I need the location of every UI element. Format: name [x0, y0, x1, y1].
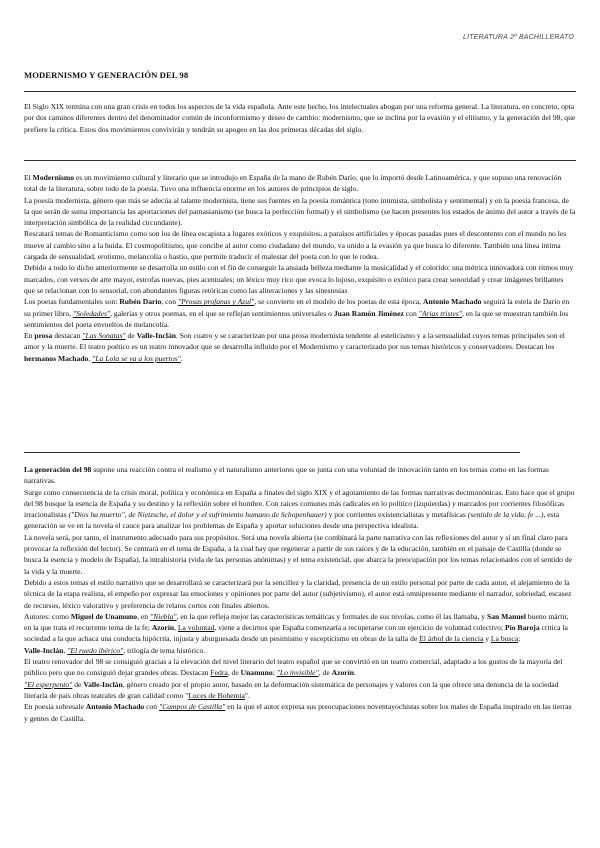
author-name: hermanos Machado: [24, 353, 89, 363]
work-title: "El esperpento": [24, 679, 73, 689]
generacion-paragraph-6: [24, 656, 576, 679]
intro-text: El Siglo XIX termina con una gran crisis en todos los aspectos de la vida española. Ante este hecho, los intelectuales abogan por una reforma general. La literatura, en concreto, opta por dos caminos diferentes dentro del denominador común de inconformismo y deseo de cambio: modernismo, que se inclina por la evasión y el elitismo, y la generación del 98, que prefiere la crítica. Estos dos movimientos convivirán y tendrán su apogeo en las dos primeras décadas del siglo.: [24, 102, 576, 134]
work-title: La voluntad: [177, 623, 215, 633]
generacion-paragraph-1: [24, 464, 576, 487]
text-span: . Son cuatro y se caracterizan por una prosa modernista tendente al esteticismo y a la sensualidad cuyos temas principales son el amor y la muerte. El teatro poético es un teatro innovador que se desarrolla influido por el Modernismo y caracterizado por sus temas históricos y conservadores. Destacan los: [24, 331, 565, 352]
work-title: San Manuel: [486, 611, 527, 621]
generacion-paragraph-4: Debido a estos temas el estilo narrativo que se desarrollará se caracterizará por la sencillez y la claridad, presencia de un estilo personal por parte de cada autor, el alejamiento de la técnica de la etapa realista, el empeño por expresar las emociones y opiniones por parte del autor (subjetivismo), el autor está omnipresente mediante el narrador, sobriedad, escasez de recursos, léxico valorativo y preferencia de relatos cortos con finales abiertos.: [24, 577, 572, 610]
generacion-paragraph-2: [24, 487, 576, 532]
generacion-paragraph-8: [24, 701, 576, 724]
text-span: , en la que se muestran también los sentimientos del poeta envueltos de melancolía.: [24, 308, 569, 329]
text-span: ".: [244, 690, 250, 700]
text-span: Los poetas fundamentales son:: [24, 297, 120, 307]
text-span: , se convierte en el modelo de los poetas de esta época,: [254, 297, 424, 307]
work-title: "Prosas profanas y Azul": [177, 297, 255, 307]
author-name: Antonio Machado: [85, 702, 145, 712]
text-span: Autores: como: [24, 611, 71, 621]
text-span: destacan: [52, 331, 83, 341]
text-span: , trilogía de tema histórico.: [123, 645, 206, 655]
modernismo-term: Modernismo: [32, 173, 74, 182]
modernismo-paragraph-2: La poesía modernista, género que más se adecúa al talante modernista, tiene sus fuentes en la poesía romántica (tono intimista, simbolista y sentimental) y en la poesía francesa, de la que serán de suma importancia las aportaciones del parnasianismo (se busca la perfección formal) y el simbolismo (se hacen presentes los estados de ánimo del autor a través de la interpretación simbólica de la realidad circundante).: [24, 195, 576, 228]
text-span: bueno mártir, en la que trata el recurrente tema de la fe;: [24, 611, 569, 633]
author-name: Rubén Darío: [119, 297, 162, 307]
text-span: .: [180, 353, 183, 363]
text-span: y por corrientes existencialistas y metafísicas: [326, 510, 468, 520]
text-span: , de: [318, 668, 332, 678]
divider: [24, 160, 576, 161]
text-span: de: [125, 331, 137, 341]
text-span: , género creado por el propio autor, basado en la deformación sistemática de personajes y valores con la que ofrece una denuncia de la sociedad literaria de país obras teatrales de gran calidad como ": [24, 679, 559, 700]
generacion-paragraph-3: La novela será, por tanto, el instrumento adecuado para sus propósitos. Será una novela abierta (se combinará la parte narrativa con las reflexiones del autor y si un final claro para provocar la reflexión del lector). Se centrará en el tema de España, a la cual hay que regenerar a partir de sus raíces y de la educación, también en el paisaje de Castilla (donde se busca la esencia y modelo de España), la intrahistoria (vida de las personas anónimas) y el tema existencial, que abarca la preocupación por los temas relacionados con el sentido de la vida y la muerte.: [24, 532, 573, 576]
text-span: y: [483, 634, 491, 644]
genre-term: prosa: [34, 331, 53, 341]
text-span: , en: [137, 611, 150, 621]
author-name: Valle-Inclán: [83, 679, 123, 689]
page-title: MODERNISMO Y GENERACIÓN DEL 98: [24, 70, 189, 80]
author-name: Azorín: [151, 623, 175, 633]
work-title: La busca: [490, 634, 519, 644]
divider: [24, 91, 576, 92]
text-span: de: [72, 679, 84, 689]
work-title: "Soledades": [72, 308, 111, 318]
text-span: En poesía sobresale: [24, 702, 86, 712]
work-title: "La Lola se va a los puertos": [92, 353, 181, 363]
divider: [24, 452, 520, 453]
text-span: , viene a decirnos que España comenzaría a recuperarse con un ejercicio de voluntad colectivo;: [214, 623, 505, 633]
author-name: Valle-Inclán: [24, 645, 64, 655]
quote-span: ("Dios ha muerto", de Nietzsche, el dolor y el sufrimiento humano de Schopenhauer): [68, 510, 327, 520]
text-span: , en la que refleja mejor las características temáticas y formales de sus nivolas, como él las llamaba, y: [176, 611, 487, 621]
text-span: , esta generación se ve en la novela el cauce para analizar los problemas de España y aportar soluciones desde una perspectiva idealista.: [24, 510, 560, 531]
text-span: ;: [272, 668, 277, 678]
work-title: "Arias tristes": [418, 308, 462, 318]
modernismo-paragraph-4: Debido a todo lo dicho anteriormente se desarrolla un estilo con el fin de conseguir la ansiada belleza mediante la musicalidad y el colorido: una métrica innovadora con ritmos muy marcados, con versos de arte mayor, estrofas nuevas, pies acentuales; un léxico muy rico que evoca lo lujoso, exquisito o exótico para crear sonoridad y crear imágenes brillantes que se relacionan con lo sensorial, con abundantes figuras retóricas como las aliteraciones y las sinestesias: [24, 263, 574, 295]
author-name: Pío Baroja: [504, 623, 540, 633]
work-title: "Las Sonatas": [82, 331, 126, 341]
generacion-section: [24, 464, 576, 724]
text-span: ,: [174, 623, 178, 633]
work-title: Fedra: [210, 668, 228, 678]
author-name: Juan Ramón Jiménez: [333, 308, 404, 318]
text-span: con: [403, 308, 419, 318]
text-span: , galerías y otros poemas, en el que se reflejan sentimientos universales o: [110, 308, 334, 318]
quote-span: (sentido de la vida, fe ...): [467, 510, 544, 520]
generacion-paragraph-5: [24, 611, 576, 656]
text-span: Surge como consecuencia de la crisis moral, política y económica en España a finales del siglo XIX y el agotamiento de las formas narrativas decimonónicas. Esto hace que el grupo del 98 busque la esencia de España y su destino y la reflexión sobre el hombre. Con raíces comunes más radicales en lo político (izquierdas) y marcados por corrientes filosóficas irracionalistas: [24, 487, 575, 520]
generacion-term: La generación del 98: [24, 465, 92, 474]
work-title: "Niebla": [149, 611, 177, 621]
author-name: Unamuno: [240, 668, 273, 678]
text-span: , de: [227, 668, 241, 678]
work-title: "Campos de Castilla": [159, 702, 226, 712]
generacion-paragraph-7: [24, 679, 576, 702]
modernismo-paragraph-1: El Modernismo es un movimiento cultural y literario que se introdujo en España de la mano de Rubén Darío, que lo importó desde Latinoamérica, y que supuso una renovación total de la literatura, sobre todo de la poesía. Tuvo una influencia enorme en los autores de principios de siglo.: [24, 173, 562, 194]
text-span: ,: [88, 353, 93, 363]
text-span: supone una reacción contra el realismo y el naturalismo anteriores que se junta con una voluntad de innovación tanto en los temas como en las formas narrativas.: [24, 465, 549, 486]
text-span: , con: [161, 297, 178, 307]
text-span: con: [144, 702, 159, 712]
author-name: Antonio Machado: [423, 297, 482, 307]
text-span: El teatro renovador del 98 se consiguió gracias a la elevación del nivel literario del teatro español que se convirtió en un teatro comercial, adaptado a los gustos de la mayoría del público pero que no consiguió dejar grandes obras. Destacan: [24, 657, 563, 678]
text-span: seguirá la estela de Darío en su primer libro,: [24, 297, 570, 318]
text-span: en la que el autor expresa sus preocupaciones noventayochistas sobre los males de España inspirado en las tierras y gentes de Castilla.: [24, 702, 572, 723]
modernismo-paragraph-3: Rescatará temas de Romanticismo como son los de línea escapista a lugares exóticos y exquisitos, a paraísos artificiales y épocas pasadas pues el descontento con el mundo no les mueve al cambio sino a la huida. El cosmopolitismo, que concibe al autor como ciudadano del mundo, va unido a la evasión ya que busca lo diferente. También una línea íntima cargada de sensualidad, erotismo, melancolía o hastío, que permite traducir el malestar del poeta con lo que le rodea.: [24, 229, 567, 262]
work-title: "El ruedo ibérico": [67, 645, 124, 655]
intro-paragraph: [24, 101, 576, 135]
work-title: Luces de Bohemia: [188, 690, 245, 700]
author-name: Azorín: [331, 668, 354, 678]
text-span: .: [353, 668, 356, 678]
text-span: critica la sociedad a la que achaca una conducta hipócrita, injusta y aburguesada desde un pesimismo y escepticismo en obras de la talla de: [24, 623, 568, 644]
text-span: ,: [63, 645, 68, 655]
modernismo-paragraph-6: [24, 330, 576, 364]
course-header: LITERATURA 2º BACHILLERATO: [463, 34, 574, 41]
work-title: "Lo invisible": [276, 668, 319, 678]
text-span: ;: [518, 634, 521, 644]
author-name: Miguel de Unamuno: [70, 611, 138, 621]
author-name: Valle-Inclán: [136, 331, 176, 341]
work-title: El árbol de la ciencia: [419, 634, 484, 644]
text-span: es un movimiento cultural y literario que se introdujo en España de la mano de Rubén Darío, que lo importó desde Latinoamérica, y que supuso una renovación total de la literatura, sobre todo de la poesía. Tuvo una influencia enorme en los autores de principios de siglo.: [24, 173, 562, 194]
modernismo-section: [24, 172, 576, 364]
text-span: En: [24, 331, 35, 341]
modernismo-paragraph-5: [24, 296, 576, 330]
